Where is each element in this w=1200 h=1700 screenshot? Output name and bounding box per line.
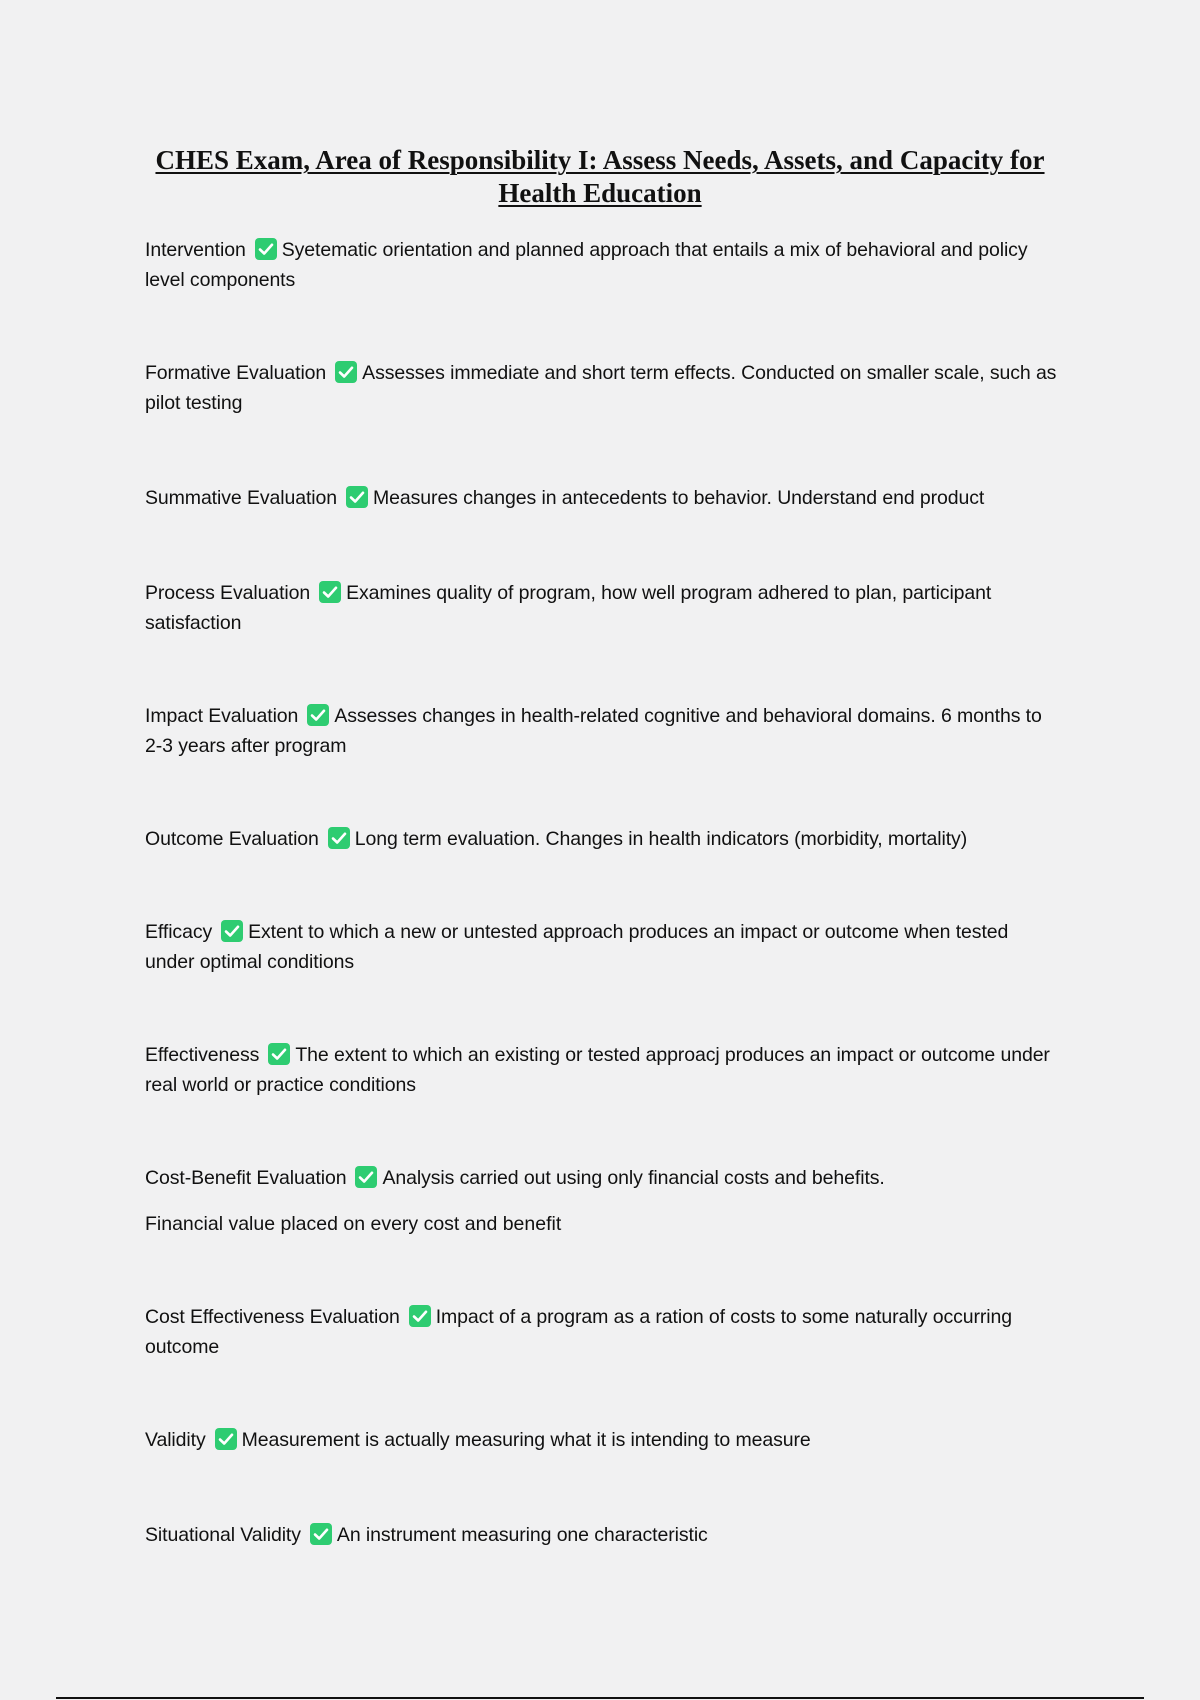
- definition: Assesses changes in health-related cognitive and behavioral domains. 6 months to 2-3 years after program: [145, 705, 1042, 757]
- check-mark-icon: [319, 581, 341, 603]
- flashcard-entry: [145, 235, 1060, 295]
- definition: Examines quality of program, how well program adhered to plan, participant satisfaction: [145, 582, 992, 634]
- check-mark-icon: [310, 1523, 332, 1545]
- check-mark-icon: [355, 1166, 377, 1188]
- term: Formative Evaluation: [145, 362, 327, 384]
- check-mark-icon: [346, 486, 368, 508]
- definition: Long term evaluation. Changes in health indicators (morbidity, mortality): [354, 828, 968, 850]
- flashcard-entry: [145, 1040, 1060, 1100]
- flashcard-entry: [145, 824, 1060, 854]
- flashcard-entry: [145, 1302, 1060, 1362]
- definition: Syetematic orientation and planned approach that entails a mix of behavioral and policy level components: [145, 239, 1028, 291]
- term: Situational Validity: [145, 1524, 301, 1546]
- definition: Assesses immediate and short term effects. Conducted on smaller scale, such as pilot testing: [145, 362, 1057, 414]
- check-mark-icon: [221, 920, 243, 942]
- check-mark-icon: [307, 704, 329, 726]
- flashcard-entry: [145, 701, 1060, 761]
- term: Cost Effectiveness Evaluation: [145, 1306, 400, 1328]
- definition: Measurement is actually measuring what it is intending to measure: [241, 1429, 811, 1451]
- term: Cost-Benefit Evaluation: [145, 1167, 347, 1189]
- definition: Analysis carried out using only financial costs and behefits.: [382, 1167, 885, 1189]
- definition: The extent to which an existing or tested approacj produces an impact or outcome under real world or practice conditions: [145, 1044, 1050, 1096]
- flashcard-entry: [145, 1520, 1060, 1550]
- flashcard-entry: [145, 578, 1060, 638]
- term: Validity: [145, 1429, 206, 1451]
- term: Efficacy: [145, 921, 213, 943]
- flashcard-entry: [145, 917, 1060, 977]
- check-mark-icon: [335, 361, 357, 383]
- term: Intervention: [145, 239, 246, 261]
- term: Effectiveness: [145, 1044, 260, 1066]
- term: Process Evaluation: [145, 582, 311, 604]
- check-mark-icon: [328, 827, 350, 849]
- definition: Extent to which a new or untested approach produces an impact or outcome when tested under optimal conditions: [145, 921, 1009, 973]
- term: Impact Evaluation: [145, 705, 299, 727]
- check-mark-icon: [409, 1305, 431, 1327]
- term: Summative Evaluation: [145, 487, 338, 509]
- check-mark-icon: [215, 1428, 237, 1450]
- term: Outcome Evaluation: [145, 828, 319, 850]
- definition-continuation: Financial value placed on every cost and benefit: [145, 1213, 562, 1235]
- document-title: CHES Exam, Area of Responsibility I: Assess Needs, Assets, and Capacity for Health Education: [155, 145, 1045, 208]
- flashcard-entry: [145, 1425, 1060, 1455]
- definition: An instrument measuring one characteristic: [336, 1524, 708, 1546]
- definition: Impact of a program as a ration of costs to some naturally occurring outcome: [145, 1306, 1013, 1358]
- flashcard-entry: [145, 358, 1060, 418]
- check-mark-icon: [255, 238, 277, 260]
- definition: Measures changes in antecedents to behavior. Understand end product: [373, 487, 985, 509]
- flashcard-entry: [145, 483, 1060, 513]
- check-mark-icon: [268, 1043, 290, 1065]
- flashcard-entry: [145, 1163, 1060, 1193]
- bottom-divider: [56, 1697, 1144, 1699]
